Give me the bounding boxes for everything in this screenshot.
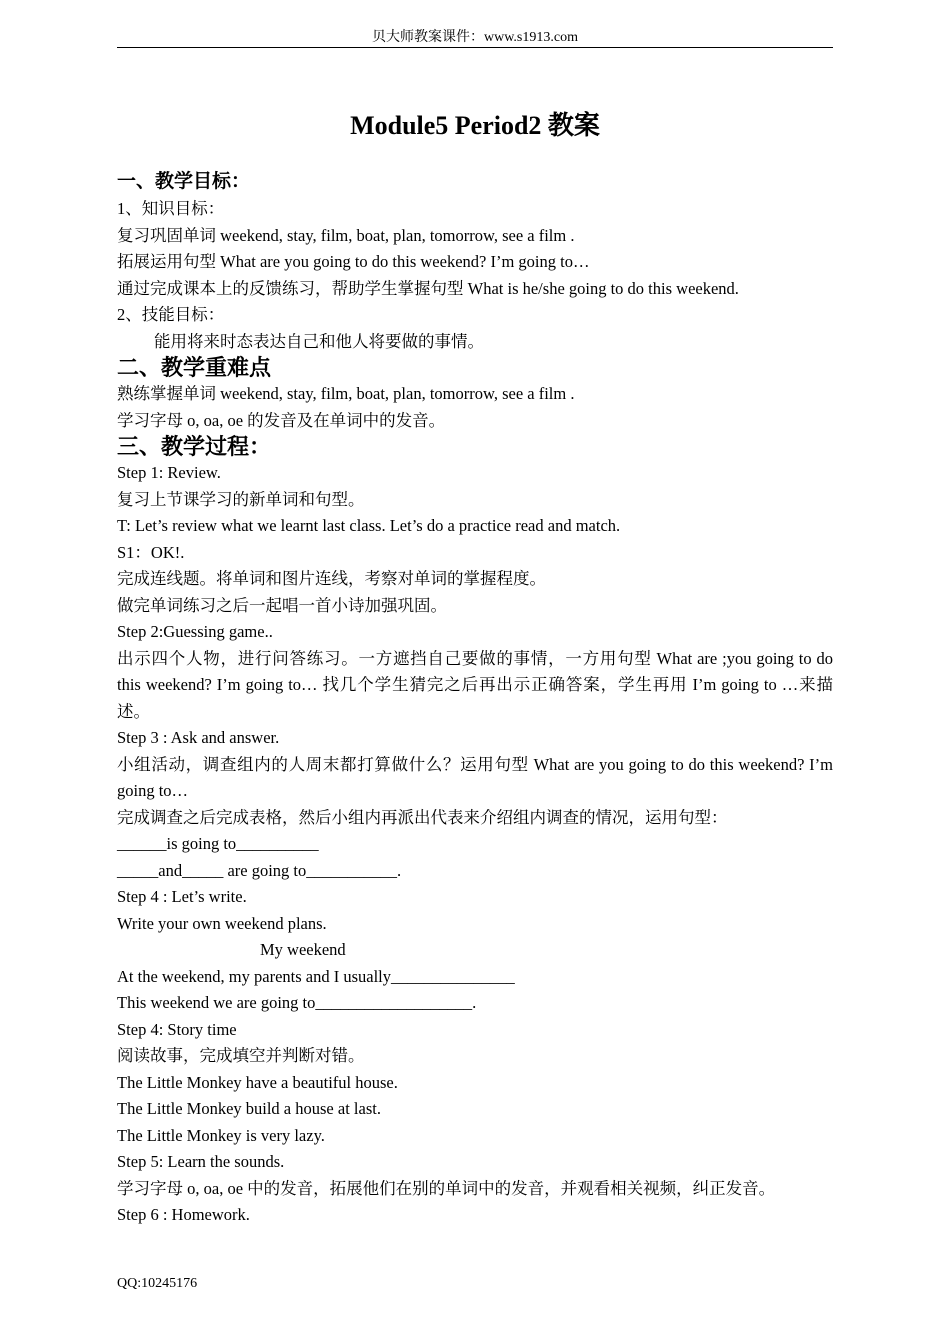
paragraph: The Little Monkey have a beautiful house. <box>117 1072 398 1092</box>
paragraph: 完成连线题。将单词和图片连线，考察对单词的掌握程度。 <box>117 569 546 588</box>
paragraph: 出示四个人物，进行问答练习。一方遮挡自己要做的事情，一方用句型 What are ;you going to do this weekend? I’m going to… 找几个学生猜完之后再出示正确答案，学生再用 I’m going to …来描述。 <box>117 648 833 721</box>
paragraph: Step 2:Guessing game.. <box>117 622 273 641</box>
paragraph: Step 1: Review. <box>117 463 221 482</box>
paragraph: S1：OK!. <box>117 542 185 562</box>
paragraph: 完成调查之后完成表格，然后小组内再派出代表来介绍组内调查的情况，运用句型： <box>117 807 728 827</box>
paragraph: 复习巩固单词 weekend, stay, film, boat, plan, tomorrow, see a film . <box>117 225 575 245</box>
document-title: Module5 Period2 教案 <box>350 111 600 140</box>
page-header: 贝大师教案课件：www.s1913.com <box>372 30 578 45</box>
paragraph: 通过完成课本上的反馈练习，帮助学生掌握句型 What is he/she going to do this weekend. <box>117 278 739 298</box>
paragraph: 拓展运用句型 What are you going to do this weekend? I’m going to… <box>117 252 590 271</box>
paragraph: 阅读故事，完成填空并判断对错。 <box>117 1046 365 1065</box>
paragraph: Write your own weekend plans. <box>117 913 327 933</box>
paragraph: Step 3 : Ask and answer. <box>117 728 280 747</box>
paragraph: The Little Monkey build a house at last. <box>117 1099 381 1118</box>
paragraph: This weekend we are going to___________________. <box>117 993 477 1012</box>
paragraph: 学习字母 o, oa, oe 中的发音，拓展他们在别的单词中的发音，并观看相关视频，纠正发音。 <box>117 1178 776 1198</box>
header-divider <box>117 47 833 48</box>
paragraph: Step 5: Learn the sounds. <box>117 1152 285 1171</box>
page-footer: QQ:10245176 <box>117 1276 198 1291</box>
paragraph: Step 6 : Homework. <box>117 1205 250 1224</box>
paragraph: 小组活动，调查组内的人周末都打算做什么？运用句型 What are you going to do this weekend? I’m going to… <box>117 754 833 800</box>
section-heading-key-points: 二、教学重难点 <box>117 355 272 380</box>
paragraph: T: Let’s review what we learnt last class. Let’s do a practice read and match. <box>117 516 621 535</box>
document-body <box>117 168 833 1229</box>
paragraph: Step 4: Story time <box>117 1019 237 1039</box>
paragraph: 1、知识目标： <box>117 199 225 218</box>
section-heading-objectives: 一、教学目标： <box>117 171 251 192</box>
paragraph: 学习字母 o, oa, oe 的发音及在单词中的发音。 <box>117 410 446 430</box>
paragraph: At the weekend, my parents and I usually_______________ <box>117 966 515 986</box>
paragraph: 做完单词练习之后一起唱一首小诗加强巩固。 <box>117 595 447 615</box>
paragraph: The Little Monkey is very lazy. <box>117 1125 325 1145</box>
section-heading-process: 三、教学过程： <box>117 434 272 459</box>
writing-title: My weekend <box>260 940 346 959</box>
paragraph: _____and_____ are going to___________. <box>117 860 402 880</box>
paragraph: ______is going to__________ <box>117 834 319 853</box>
paragraph: 能用将来时态表达自己和他人将要做的事情。 <box>154 331 484 351</box>
paragraph: Step 4 : Let’s write. <box>117 887 247 906</box>
paragraph: 复习上节课学习的新单词和句型。 <box>117 489 365 509</box>
paragraph: 熟练掌握单词 weekend, stay, film, boat, plan, tomorrow, see a film . <box>117 384 575 403</box>
paragraph: 2、技能目标： <box>117 305 225 324</box>
